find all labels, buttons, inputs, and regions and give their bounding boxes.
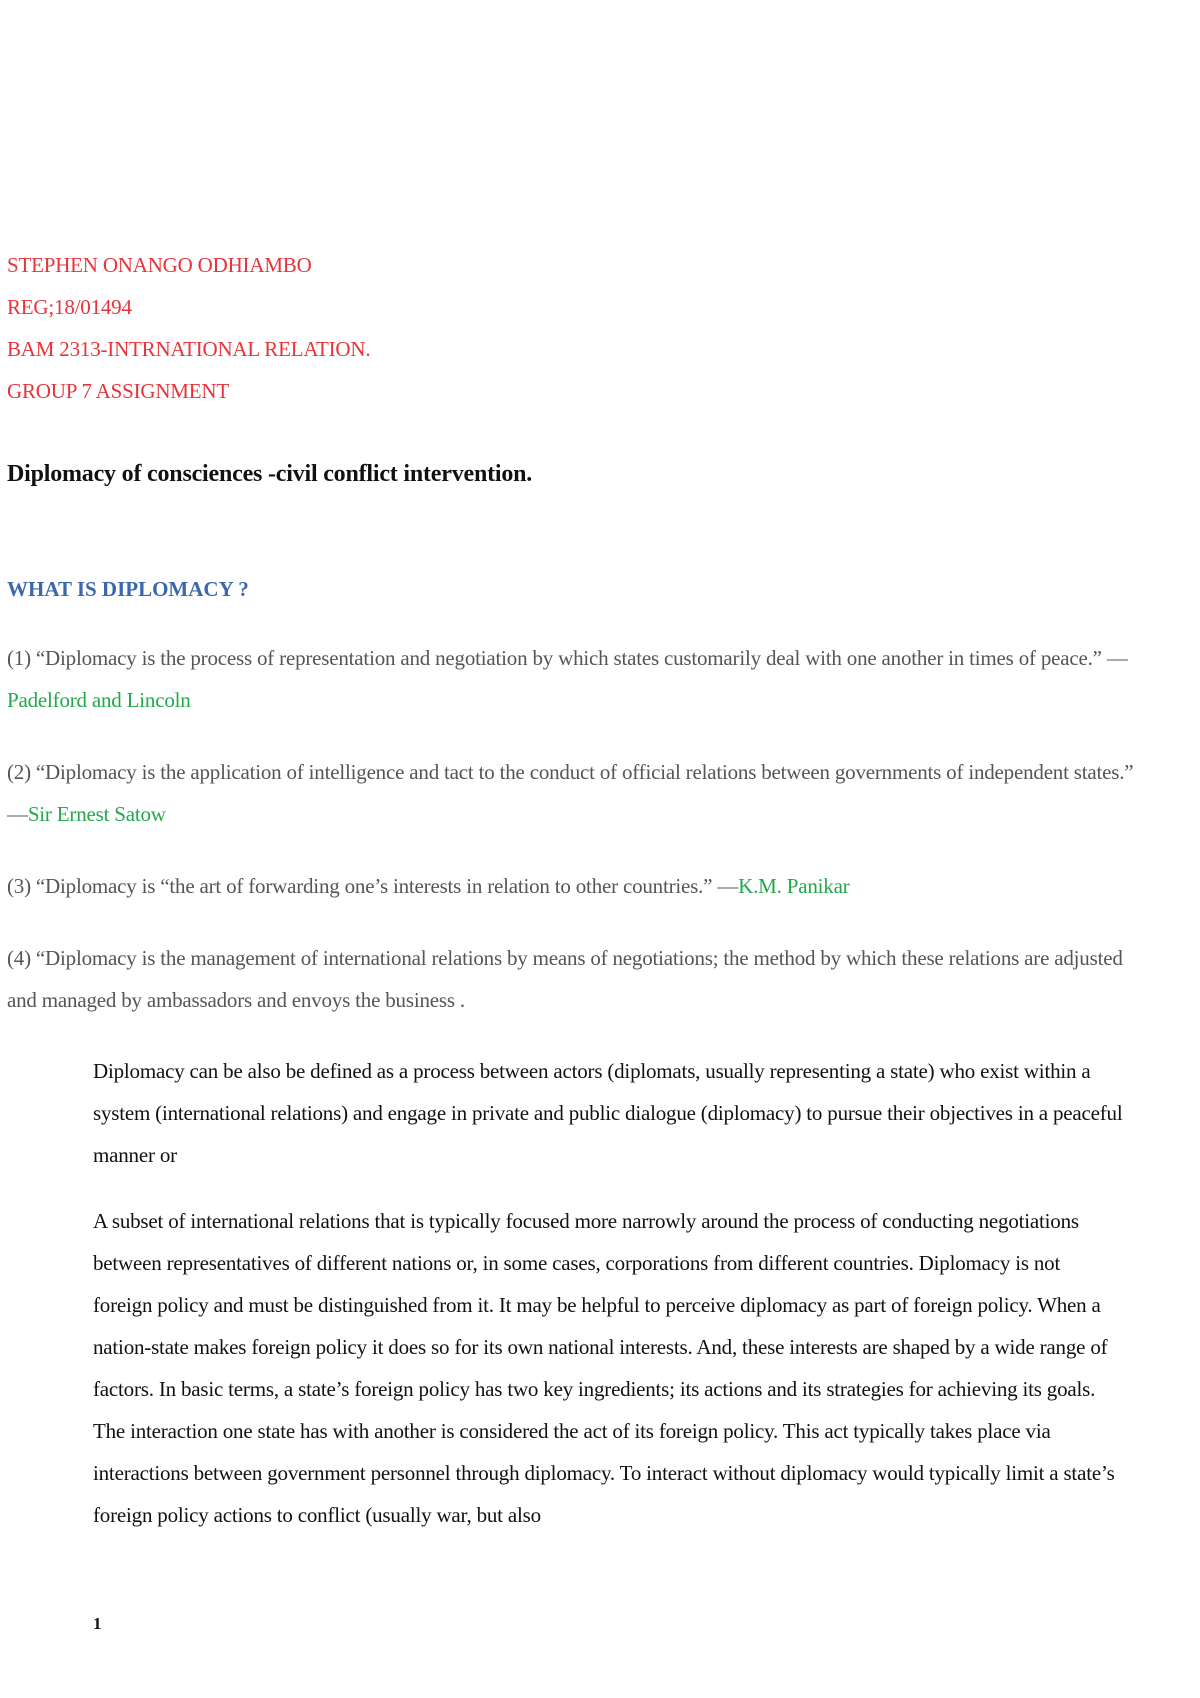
section-heading: WHAT IS DIPLOMACY ?: [7, 577, 249, 601]
definition-3: [7, 865, 1157, 907]
definition-text: (3) “Diplomacy is “the art of forwarding one’s interests in relation to other countries.” —: [7, 874, 739, 898]
definition-source: Padelford and Lincoln: [7, 688, 191, 712]
body-paragraph-2: A subset of international relations that is typically focused more narrowly around the process of conducting negotiations between representatives of different nations or, in some cases, corporations from different countries. Diplomacy is not foreign policy and must be distinguished from it. It may be helpful to perceive diplomacy as part of foreign policy. When a nation-state makes foreign policy it does so for its own national interests. And, these interests are shaped by a wide range of factors. In basic terms, a state’s foreign policy has two key ingredients; its actions and its strategies for achieving its goals. The interaction one state has with another is considered the act of its foreign policy. This act typically takes place via interactions between government personnel through diplomacy. To interact without diplomacy would typically limit a state’s foreign policy actions to conflict (usually war, but also: [93, 1209, 1115, 1527]
page-number: 1: [93, 1614, 102, 1633]
assignment-label: GROUP 7 ASSIGNMENT: [7, 379, 229, 403]
definition-text: (1) “Diplomacy is the process of representation and negotiation by which states customarily deal with one another in times of peace.” —: [7, 646, 1128, 670]
body-paragraph-1: Diplomacy can be also be defined as a process between actors (diplomats, usually representing a state) who exist within a system (international relations) and engage in private and public dialogue (diplomacy) to pursue their objectives in a peaceful manner or: [93, 1059, 1123, 1167]
definition-4: [7, 937, 1157, 1021]
definition-1: [7, 637, 1157, 721]
registration-number: REG;18/01494: [7, 295, 132, 319]
definition-text: (2) “Diplomacy is the application of intelligence and tact to the conduct of official relations between governments of independent states.” —: [7, 760, 1134, 826]
course-code: BAM 2313-INTRNATIONAL RELATION.: [7, 337, 371, 361]
definition-source: Sir Ernest Satow: [27, 802, 166, 826]
definition-2: [7, 751, 1157, 835]
document-title: Diplomacy of consciences -civil conflict intervention.: [7, 461, 533, 487]
definition-text: (4) “Diplomacy is the management of international relations by means of negotiations; the method by which these relations are adjusted and managed by ambassadors and envoys the business .: [7, 946, 1123, 1012]
author-name: STEPHEN ONANGO ODHIAMBO: [7, 253, 312, 277]
definition-source: K.M. Panikar: [738, 874, 850, 898]
